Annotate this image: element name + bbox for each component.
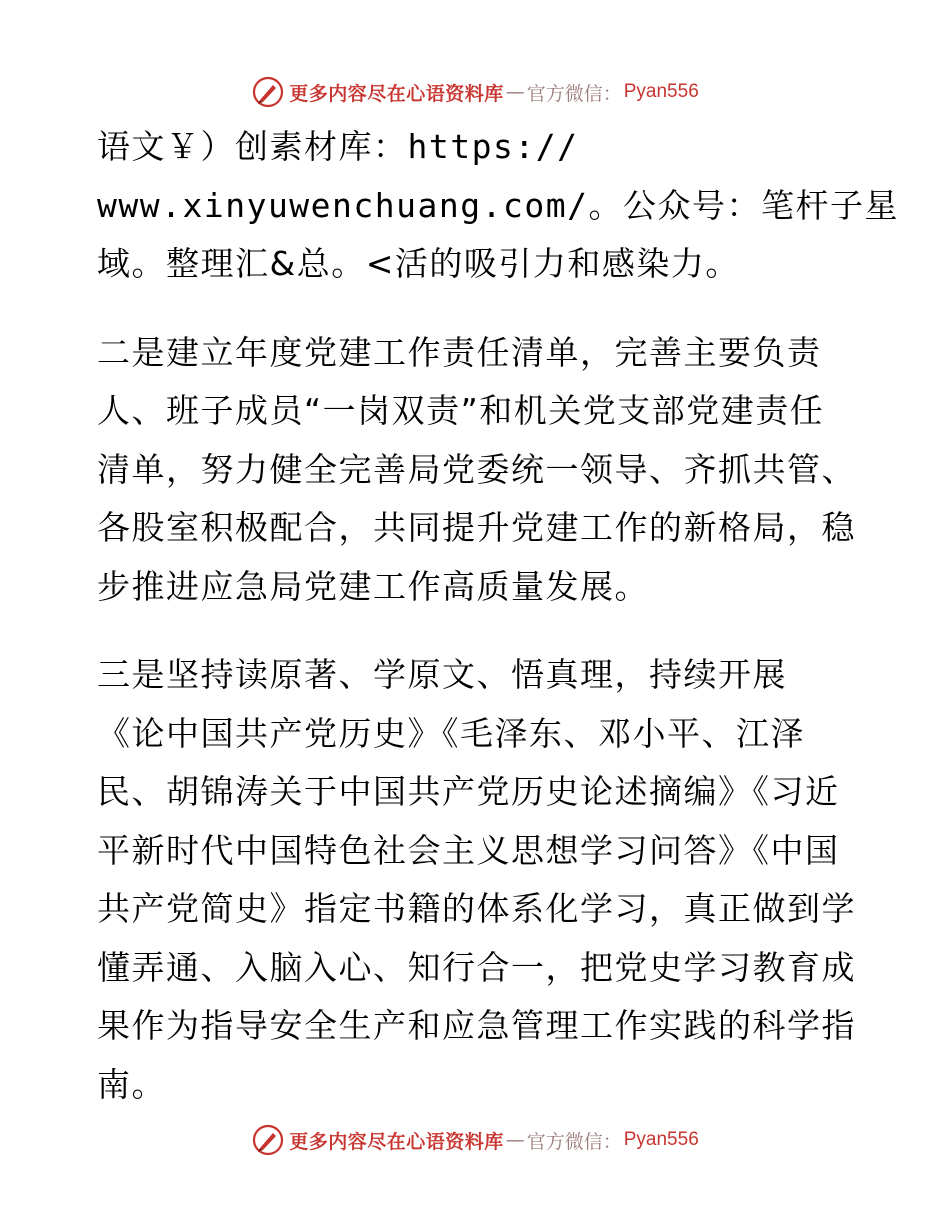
banner-official-label: 官方微信： (526, 82, 622, 105)
url-text: https:// (407, 127, 579, 166)
text-line: 南。 (97, 1064, 166, 1104)
banner-dash: — (505, 81, 525, 103)
text-line: 《论中国共产党历史》《毛泽东、邓小平、江泽 (97, 713, 805, 753)
banner-text: 更多内容尽在心语资料库 (289, 82, 504, 105)
text-line: 果作为指导安全生产和应急管理工作实践的科学指 (97, 1006, 856, 1045)
text-line: 步推进应急局党建工作高质量发展。 (97, 566, 649, 606)
text-line: 懂弄通、入脑入心、知行合一，把党史学习教育成 (97, 947, 856, 987)
header-watermark-banner (0, 72, 950, 112)
text-line: 清单，努力健全完善局党委统一领导、齐抓共管、 (97, 449, 856, 489)
banner-official-label: 官方微信： (526, 1130, 622, 1153)
banner-dash: — (505, 1129, 525, 1151)
paragraph-three (97, 646, 857, 1114)
text-line: 二是建立年度党建工作责任清单，完善主要负责 (97, 332, 822, 372)
text-line: 语文￥）创素材库：https:// (97, 127, 579, 166)
pen-logo-icon (251, 75, 285, 109)
url-text: www.xinyuwenchuang.com/ (97, 185, 589, 225)
banner-wechat-id: Pyan556 (623, 81, 699, 102)
text-line: 平新时代中国特色社会主义思想学习问答》《中国 (97, 830, 840, 870)
paragraph-intro (97, 118, 899, 294)
text-line: 共产党简史》指定书籍的体系化学习，真正做到学 (97, 889, 856, 928)
text-line: 域。整理汇&总。<活的吸引力和感染力。 (97, 244, 740, 283)
document-body (97, 118, 899, 1114)
footer-watermark-banner (0, 1120, 950, 1160)
pen-logo-icon (251, 1123, 285, 1157)
text-line: 各股室积极配合，共同提升党建工作的新格局，稳 (97, 508, 856, 547)
banner-wechat-id: Pyan556 (623, 1129, 699, 1150)
text-line: 三是坚持读原著、学原文、悟真理，持续开展 (97, 655, 787, 694)
paragraph-two (97, 324, 857, 617)
text-line: 民、胡锦涛关于中国共产党历史论述摘编》《习近 (97, 772, 840, 811)
text-line: 人、班子成员“一岗双责”和机关党支部党建责任 (97, 391, 825, 430)
text-line: www.xinyuwenchuang.com/。公众号：笔杆子星 (97, 185, 899, 225)
banner-text: 更多内容尽在心语资料库 (289, 1130, 504, 1153)
